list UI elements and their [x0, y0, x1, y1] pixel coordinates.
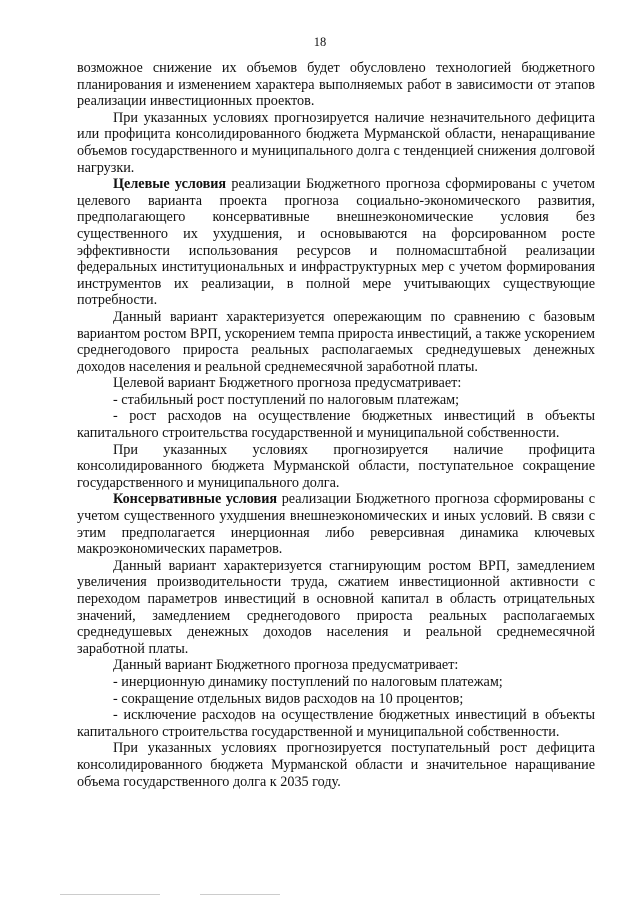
- scan-artifact-line: [60, 894, 160, 895]
- paragraph-2: При указанных условиях прогнозируется наличие незначительного дефицита или профицита консолидированного бюджета Мурманской области, ненаращивание объемов государственного и муниципального долга с тенденцией снижения долговой нагрузки.: [77, 109, 595, 176]
- paragraph-10: Данный вариант характеризуется стагнирующим ростом ВРП, замедлением увеличения производительности труда, сжатием инвестиционной активности с переходом параметров инвестиций в основной капитал в область отрицательных значений, замедлением среднегодового прироста реальных располагаемых среднедушевых денежных доходов населения и реальной среднемесячной заработной платы.: [77, 557, 595, 657]
- list-item-inertial-dynamics: - инерционную динамику поступлений по налоговым платежам;: [113, 673, 503, 690]
- conservative-conditions-text: реализации Бюджетного прогноза сформированы с учетом существенного ухудшения внешнеэкономических и иных условий. В связи с этим предполагается инерционная либо реверсивная динамика ключевых макроэкономических параметров.: [77, 491, 596, 558]
- target-conditions-text: реализации Бюджетного прогноза сформированы с учетом целевого варианта проекта прогноза социально-экономического развития, предполагающего консервативные внешнеэкономические условия без существенного их ухудшения, и основываются на форсированном росте эффективности использования ресурсов и полномасштабной реализации федеральных институциональных и инфраструктурных мер с учетом формирования инструментов их реализации, в полной мере учитывающих существующие потребности.: [77, 176, 595, 309]
- paragraph-5: Целевой вариант Бюджетного прогноза предусматривает:: [113, 375, 462, 392]
- page-number: 18: [313, 35, 327, 49]
- paragraph-11: Данный вариант Бюджетного прогноза предусматривает:: [113, 657, 459, 674]
- paragraph-target-conditions: [77, 176, 595, 309]
- scan-artifact-line: [200, 894, 280, 895]
- paragraph-1: возможное снижение их объемов будет обусловлено технологией бюджетного планирования и изменением характера выполняемых работ в зависимости от этапов реализации инвестиционных проектов.: [77, 60, 595, 110]
- target-conditions-heading: Целевые условия: [113, 176, 227, 193]
- paragraph-conservative-conditions: [77, 491, 595, 557]
- document-body: [77, 60, 595, 790]
- paragraph-4: Данный вариант характеризуется опережающим по сравнению с базовым вариантом ростом ВРП, ускорением темпа прироста инвестиций, а также ускорением среднегодового прироста реальных располагаемых среднедушевых денежных доходов населения и реальной среднемесячной заработной платы.: [77, 308, 595, 375]
- conservative-conditions-heading: Консервативные условия: [113, 491, 278, 508]
- paragraph-15: При указанных условиях прогнозируется поступательный рост дефицита консолидированного бюджета Мурманской области и значительное наращивание объема государственного долга к 2035 году.: [77, 740, 595, 790]
- list-item-investment-growth: - рост расходов на осуществление бюджетных инвестиций в объекты капитального строительства государственной и муниципальной собственности.: [77, 408, 595, 442]
- list-item-tax-growth: - стабильный рост поступлений по налоговым платежам;: [113, 391, 460, 408]
- paragraph-8: При указанных условиях прогнозируется наличие профицита консолидированного бюджета Мурманской области, поступательное сокращение государственного и муниципального долга.: [77, 441, 595, 491]
- list-item-expense-reduction: - сокращение отдельных видов расходов на 10 процентов;: [113, 690, 464, 707]
- list-item-investment-exclusion: - исключение расходов на осуществление бюджетных инвестиций в объекты капитального строительства государственной и муниципальной собственности.: [77, 707, 595, 740]
